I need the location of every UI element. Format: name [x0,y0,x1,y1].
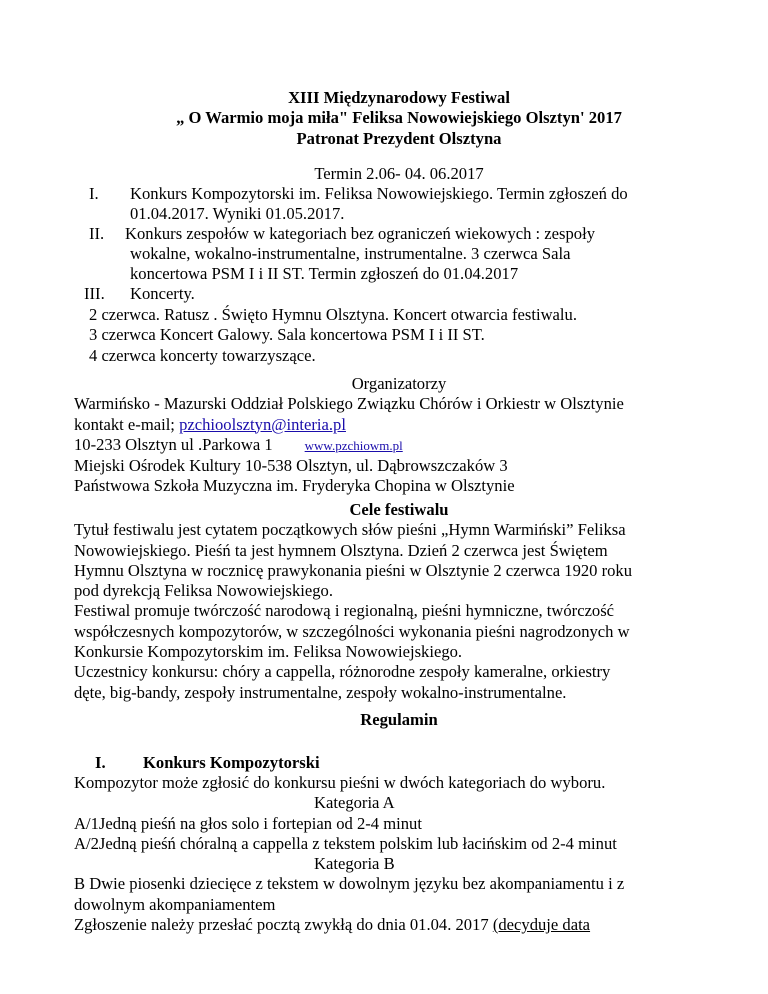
organizer-line: Państwowa Szkoła Muzyczna im. Fryderyka Chopina w Olsztynie [74,476,515,496]
goals-line: Festiwal promuje twórczość narodową i regionalną, pieśni hymniczne, twórczość [74,601,615,621]
contact-label: kontakt e-mail; [74,414,180,434]
event-2-number: II. [89,224,105,243]
header-subtitle: „ O Warmio moja miła" Feliksa Nowowiejskiego Olsztyn' 2017 [176,108,622,128]
concerts-list [89,305,724,366]
rules-body [74,773,724,935]
organizer-line: Miejski Ośrodek Kultury 10-538 Olsztyn, ul. Dąbrowszczaków 3 [74,456,508,476]
festival-term: Termin 2.06- 04. 06.2017 [314,164,484,183]
festival-header [74,88,724,149]
address-line [74,435,724,456]
submission-text: Zgłoszenie należy przesłać pocztą zwykłą do dnia 01.04. 2017 [74,915,493,935]
category-a-item-1: A/1Jedną pieśń na głos solo i fortepian od 2-4 minut [74,813,422,833]
goals-line: Nowowiejskiego. Pieśń ta jest hymnem Olsztyna. Dzień 2 czerwca jest Świętem [74,540,608,560]
events-list [0,184,768,303]
event-2-line-2: wokalne, wokalno-instrumentalne, instrumentalne. 3 czerwca Sala [130,244,571,263]
goals-line: dęte, big-bandy, zespoły instrumentalne, zespoły wokalno-instrumentalne. [74,682,567,702]
rules-heading: Regulamin [360,710,438,729]
section-number: I. [95,753,106,772]
goals-line: Hymnu Olsztyna w rocznicę prawykonania pieśni w Olsztynie 2 czerwca 1920 roku [74,560,633,580]
header-patronage: Patronat Prezydent Olsztyna [296,128,502,148]
website-link[interactable]: www.pzchiowm.pl [304,437,403,453]
event-1-number: I. [89,184,99,203]
event-1-line-2: 01.04.2017. Wyniki 01.05.2017. [130,204,345,223]
header-title: XIII Międzynarodowy Festiwal [288,88,510,107]
address-text: 10-233 Olsztyn ul .Parkowa 1 [74,434,273,454]
event-2-line-3: koncertowa PSM I i II ST. Termin zgłoszeń do 01.04.2017 [130,264,519,283]
rules-intro: Kompozytor może zgłosić do konkursu pieśni w dwóch kategoriach do wyboru. [74,773,606,792]
concert-item: 2 czerwca. Ratusz . Święto Hymnu Olsztyna. Koncert otwarcia festiwalu. [89,305,577,324]
event-2-line-1: Konkurs zespołów w kategoriach bez ograniczeń wiekowych : zespoły [125,224,595,243]
organizers-heading: Organizatorzy [351,374,447,393]
goals-line: Konkursie Kompozytorskim im. Feliksa Nowowiejskiego. [74,642,463,662]
submission-underlined: (decyduje data [492,915,591,935]
goals-line: Uczestnicy konkursu: chóry a cappella, różnorodne zespoły kameralne, orkiestry [74,662,611,682]
goals-heading: Cele festiwalu [349,500,449,519]
organizers-section [74,374,724,497]
contact-line [74,415,724,435]
goals-line: Tytuł festiwalu jest cytatem początkowych słów pieśni „Hymn Warmiński” Feliksa [74,520,626,540]
event-3-line-1: Koncerty. [130,284,195,303]
category-b-line-1: B Dwie piosenki dziecięce z tekstem w dowolnym języku bez akompaniamentu i z [74,874,625,894]
category-b-heading: Kategoria B [314,854,395,874]
goals-line: współczesnych kompozytorów, w szczególności wykonania pieśni nagrodzonych w [74,621,630,641]
submission-line [74,915,724,935]
category-a-heading: Kategoria A [314,793,395,813]
email-link[interactable]: pzchioolsztyn@interia.pl [179,414,346,434]
concert-item: 4 czerwca koncerty towarzyszące. [89,345,316,365]
organizer-line: Warmińsko - Mazurski Oddział Polskiego Związku Chórów i Orkiestr w Olsztynie [74,394,624,414]
section-title: Konkurs Kompozytorski [143,753,320,772]
concert-item: 3 czerwca Koncert Galowy. Sala koncertowa PSM I i II ST. [89,325,485,345]
event-3-number: III. [84,284,105,303]
category-a-item-2: A/2Jedną pieśń chóralną a cappella z tekstem polskim lub łacińskim od 2-4 minut [74,833,617,853]
category-b-line-2: dowolnym akompaniamentem [74,894,276,914]
event-1-line-1: Konkurs Kompozytorski im. Feliksa Nowowiejskiego. Termin zgłoszeń do [130,184,628,203]
goals-section [74,500,724,703]
goals-line: pod dyrekcją Feliksa Nowowiejskiego. [74,581,333,601]
